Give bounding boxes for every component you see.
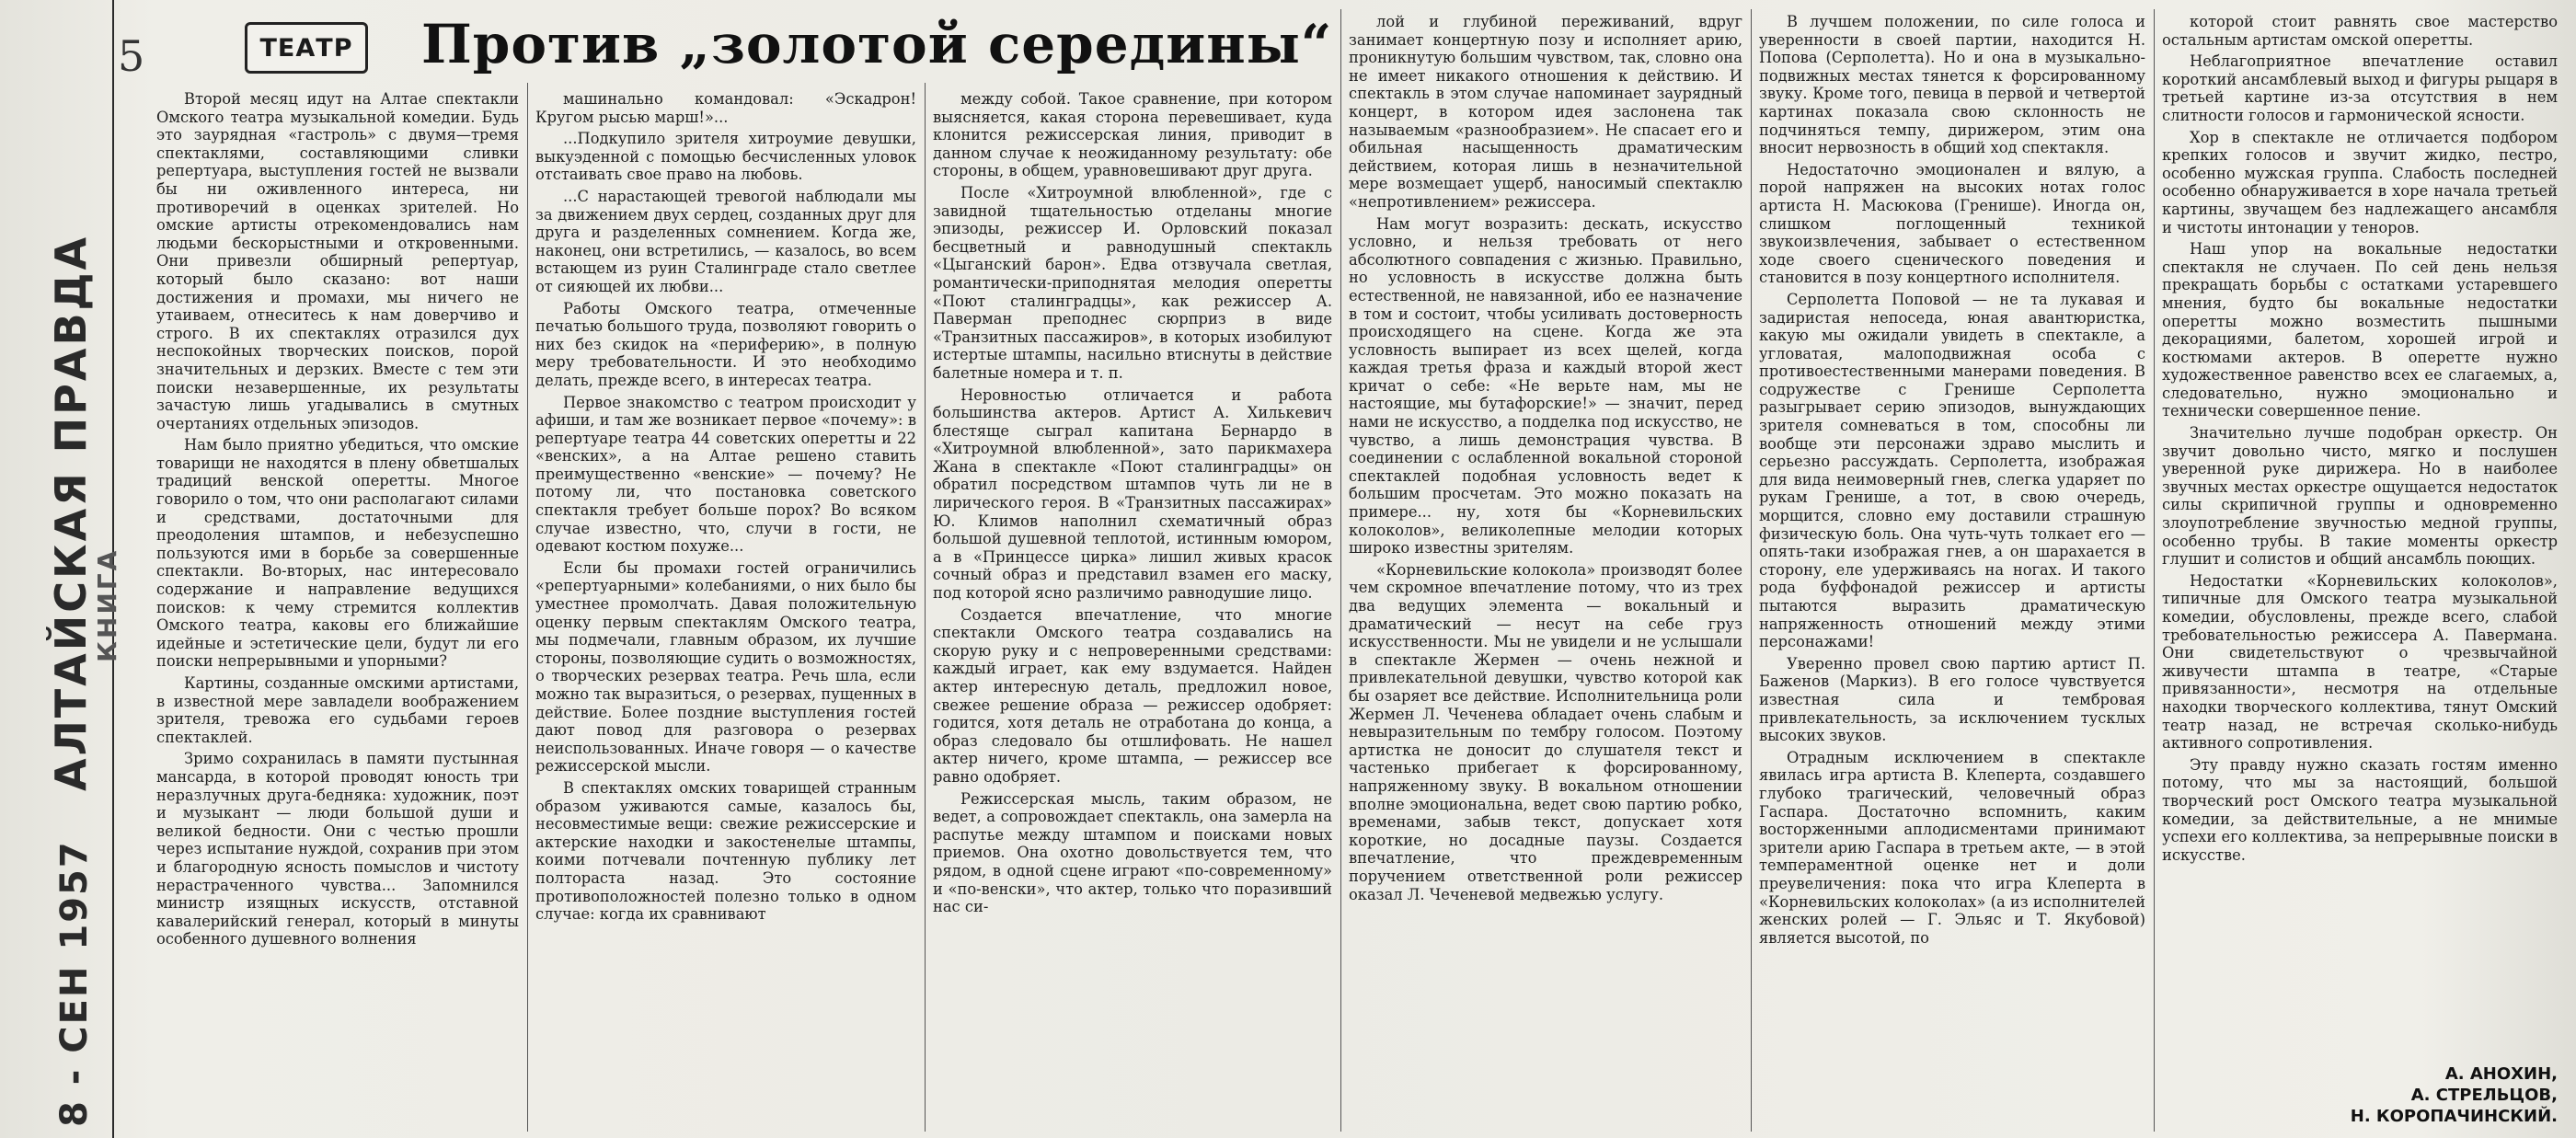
article-paragraph: Зримо сохранилась в памяти пустынная мансарда, в которой проводят юность три неразлучных друга-бедняка: художник, поэт и музыкант — люди большой души и великой бедности. Они с честью прошли через испытание нуждой, сохранив при этом и благородную ясность помыслов и чистоту нерастраченного чувства... Запомнился министр изящных искусств, отставной кавалерийский генерал, который в минуты особенного душевного волнения [156, 750, 519, 948]
article-paragraph: Если бы промахи гостей ограничились «репертуарными» колебаниями, о них было бы уместнее промолчать. Давая положительную оценку первым спектаклям Омского театра, мы подмечали, главным образом, их лучшие стороны, позволяющие судить о возможностях, о творческих резервах театра. Речь шла, если можно так выразиться, о резервах, пущенных в действие. Более поздние выступления гостей дают повод для разговора о резервах неиспользованных. Иначе говоря — о качестве режиссерской мысли. [535, 558, 916, 776]
column-rule [527, 83, 528, 1132]
article-paragraph: Нам было приятно убедиться, что омские товарищи не находятся в плену обветшалых традиций венской оперетты. Многое говорило о том, что они располагают силами и средствами, достаточными для преодоления штампов, и небезуспешно пользуются ими в борьбе за совершенные спектакли. Во-вторых, нас интересовало содержание и направление ведущихся поисков: к чему стремится коллектив Омского театра, каковы его ближайшие идейные и эстетические цели, будут ли его поиски непрерывными и упорными? [156, 436, 519, 671]
article-paragraph: Недостаточно эмоционален и вялую, а порой напряжен на высоких нотах голос артиста Н. Масюкова (Гренише). Иногда он, слишком поглощенный техникой звукоизвлечения, забывает о естественном ходе своего сценического поведения и становится в позу концертного исполнителя. [1759, 160, 2145, 287]
article-paragraph: Уверенно провел свою партию артист П. Баженов (Маркиз). В его голосе чувствуется известная сила и тембровая привлекательность, за исключением тусклых высоких звуков. [1759, 654, 2145, 745]
article-paragraph: Значительно лучше подобран оркестр. Он звучит довольно чисто, мягко и послушен уверенной руке дирижера. Но в наиболее звучных местах оркестре ощущается недостаток силы скрипичной группы и одновременно злоупотребление звучностью медной группы, особенно трубы. В такие моменты оркестр глушит и солистов и общий ансамбль поющих. [2162, 424, 2558, 569]
article-paragraph: Первое знакомство с театром происходит у афиши, и там же возникает первое «почему»: в репертуаре театра 44 советских оперетты и 22 «венских», а на Алтае решено ставить преимущественно «венские» — почему? Не потому ли, что постановка советского спектакля требует больше порох? Во всяком случае известно, что, случи в гости, не одевают костюм похуже... [535, 393, 916, 556]
article-paragraph: Неблагоприятное впечатление оставил короткий ансамблевый выход и фигуры рыцаря в третьей картине из-за отсутствия в нем слитности голосов и гармонической ясности. [2162, 52, 2558, 124]
article-title: Против „золотой середины“ [421, 13, 1333, 75]
article-column-1 [156, 90, 519, 1130]
author-name: А. АНОХИН, [2444, 1064, 2558, 1084]
article-paragraph: После «Хитроумной влюбленной», где с завидной тщательностью отделаны многие эпизоды, режиссер И. Орловский показал бесцветный и равнодушный спектакль «Цыганский барон». Едва отзвучала светлая, романтически-приподнятая мелодия оперетты «Поют сталинградцы», как режиссер А. Паверман преподнес сюрприз в виде «Транзитных пассажиров», в которых изобилуют истертые штампы, насильно втиснуты в действие балетные номера и т. п. [933, 183, 1332, 382]
column-rule [2154, 9, 2155, 1132]
author-name: Н. КОРОПАЧИНСКИЙ. [2350, 1107, 2558, 1126]
article-column-5 [1759, 13, 2145, 1130]
column-rule [1340, 9, 1341, 1132]
handwritten-mark: 5 [118, 31, 145, 81]
author-name: А. СТРЕЛЬЦОВ, [2410, 1086, 2558, 1105]
article-paragraph: Нам могут возразить: дескать, искусство условно, и нельзя требовать от него абсолютного совпадения с жизнью. Правильно, но условность в искусстве должна быть естественной, не навязанной, ибо ее назначение в том и состоит, чтобы усиливать достоверность происходящего на сцене. Когда же эта условность выпирает из всех щелей, когда каждая третья фраза и каждый второй жест кричат о себе: «Не верьте нам, мы не настоящие, мы бутафорские!» — значит, перед нами не искусство, а подделка под искусство, не чувство, а лишь демонстрация чувства. В соединении с ослабленной вокальной стороной спектаклей подобная условность ведет к большим просчетам. Это можно показать на примере... ну, хотя бы «Корневильских колоколов», великолепные мелодии которых широко известны зрителям. [1349, 214, 1742, 558]
library-stamp: КНИГА [92, 547, 122, 662]
article-paragraph: ...Подкупило зрителя хитроумие девушки, выкуэденной с помощью бесчисленных уловок отстаивать свое право на любовь. [535, 130, 916, 184]
article-paragraph: Неровностью отличается и работа большинства актеров. Артист А. Хилькевич блестяще сыграл капитана Бернардо в «Хитроумной влюбленной», зато парикмахера Жана в спектакле «Поют сталинградцы» он обратил посредством штампов чуть ли не в лирического героя. В «Транзитных пассажирах» Ю. Климов наполнил схематичный образ большой душевной теплотой, истинным юмором, а в «Принцессе цирка» лишил живых красок сочный образ и представил взамен его маску, под которой ясно различимо равнодушие лицо. [933, 385, 1332, 603]
article-paragraph: Картины, созданные омскими артистами, в известной мере завладели воображением зрителя, тревожа его судьбами героев спектаклей. [156, 674, 519, 746]
newspaper-name: АЛТАЙСКАЯ ПРАВДА [46, 234, 96, 791]
page-margin [0, 0, 122, 1138]
article-paragraph: машинально командовал: «Эскадрон! Кругом рысью марш!»... [535, 90, 916, 126]
article-paragraph: Эту правду нужно сказать гостям именно потому, что мы за настоящий, большой творческий рост Омского театра музыкальной комедии, за действительные, а не мнимые успехи его коллектива, за непрерывные поиски в искусстве. [2162, 755, 2558, 864]
article-paragraph: ...С нарастающей тревогой наблюдали мы за движением двух сердец, созданных друг для друга и разделенных сомнением. Когда же, наконец, они встретились, — казалось, во всем встающем из руин Сталинграде стало светлее от сияющей их любви... [535, 187, 916, 295]
issue-date: 8 - СЕН 1957 [53, 840, 96, 1127]
article-paragraph: Второй месяц идут на Алтае спектакли Омского театра музыкальной комедии. Будь это заурядная «гастроль» с двумя—тремя спектаклями, составляющими сливки репертуара, выступления гостей не вызвали бы ни оживленного интереса, ни противоречий в оценках зрителей. Но омские артисты отрекомендовались нам людьми бескорыстными и откровенными. Они привезли обширный репертуар, который было сказано: вот наши достижения и промахи, мы ничего не утаиваем, отнеситесь к нам доверчиво и строго. В их спектаклях отразился дух неспокойных творческих поисков, порой значительных и дерзких. Вместе с тем эти поиски незавершенные, их результаты зачастую лишь угадывались в смутных очертаниях отдельных эпизодов. [156, 90, 519, 432]
article-paragraph: которой стоит равнять свое мастерство остальным артистам омской оперетты. [2162, 13, 2558, 49]
article-column-3 [933, 90, 1332, 1130]
rubric-label: ТЕАТР [245, 22, 368, 74]
article-paragraph: Серполетта Поповой — не та лукавая и задиристая непоседа, юная авантюристка, какую мы ожидали увидеть в спектакле, а угловатая, малоподвижная особа с противоестественными манерами поведения. В содружестве с Гренише Серполетта разыгрывает серию эпизодов, вынуждающих зрителя сомневаться в том, способны ли вообще эти персонажи здраво мыслить и серьезно рассуждать. Серполетта, изображая для вида неимоверный гнев, слегка ударяет по рукам Гренише, а тот, в свою очередь, морщится, словно ему доставили страшную физическую боль. Она чуть-чуть толкает его — опять-таки изображая гнев, а он шарахается в сторону, еле удерживаясь на ногах. И такого рода буффонадой режиссер и артисты пытаются выразить драматическую напряженность отношений между этими персонажами! [1759, 290, 2145, 651]
article-paragraph: Хор в спектакле не отличается подбором крепких голосов и звучит жидко, пестро, особенно мужская группа. Слабость последней особенно обнаруживается в хоре начала третьей картины, звучащем без надлежащего ансамбля и чистоты интонации у теноров. [2162, 128, 2558, 236]
article-paragraph: В спектаклях омских товарищей странным образом уживаются самые, казалось бы, несовместимые вещи: свежие режиссерские и актерские находки и закостенелые штампы, коими потчевали почтенную публику лет полтораста назад. Это состояние противоположностей полезно только в одном случае: когда их сравнивают [535, 778, 916, 924]
article-column-2 [535, 90, 916, 1130]
article-column-6 [2162, 13, 2558, 1052]
column-rule [925, 83, 926, 1132]
article-paragraph: лой и глубиной переживаний, вдруг занимает концертную позу и исполняет арию, проникнутую большим чувством, так, словно она не имеет никакого отношения к действию. И спектакль в этом случае напоминает заурядный концерт, в котором идея заслонена так называемым «разнообразием». Не спасает его и обильная насыщенность драматическим действием, которая лишь в незначительной мере возмещает ущерб, наносимый спектаклю «непротивлением» режиссера. [1349, 13, 1742, 211]
article-paragraph: В лучшем положении, по силе голоса и уверенности в своей партии, находится Н. Попова (Серполетта). Но и она в музыкально-подвижных местах тянется к форсированному звуку. Кроме того, певица в первой и четвертой картинах показала свою склонность не подчиняться темпу, дирижером, этим она вносит нервозность в общий ход спектакля. [1759, 13, 2145, 157]
article-paragraph: между собой. Такое сравнение, при котором выясняется, какая сторона перевешивает, куда клонится режиссерская линия, приводит в данном случае к неожиданному результату: обе стороны, в общем, уравновешивают друг друга. [933, 90, 1332, 180]
article-paragraph: Работы Омского театра, отмеченные печатью большого труда, позволяют говорить о них без скидок на «периферию», в полную меру требовательности. И это необходимо делать, прежде всего, в интересах театра. [535, 299, 916, 389]
article-paragraph: Создается впечатление, что многие спектакли Омского театра создавались на скорую руку и с непроверенными средствами: каждый играет, как ему вздумается. Найден актер интересную деталь, предложил новое, свежее решение образа — режиссер одобряет: годится, хотя деталь не отработана до конца, а образ следовало бы отшлифовать. Не нашел актер ничего, кроме штампа, — режиссер все равно одобряет. [933, 605, 1332, 786]
article-paragraph: Режиссерская мысль, таким образом, не ведет, а сопровождает спектакль, она замерла на распутье между штампом и поисками новых приемов. Она охотно довольствуется тем, что рядом, в одной сцене играют «по-современному» и «по-венски», что актер, только что поразивший нас си- [933, 789, 1332, 916]
article-column-4 [1349, 13, 1742, 1130]
article-paragraph: Наш упор на вокальные недостатки спектакля не случаен. По сей день нельзя прекращать борьбы с остатками устаревшего мнения, будто бы вокальные недостатки оперетты можно возместить пышными декорациями, балетом, хорошей игрой и костюмами актеров. В оперетте нужно художественное равенство всех ее слагаемых, а, следовательно, нужно эмоционально и технически совершенное пение. [2162, 240, 2558, 420]
article-paragraph: Недостатки «Корневильских колоколов», типичные для Омского театра музыкальной комедии, обусловлены, прежде всего, слабой требовательностью режиссера А. Павермана. Они свидетельствуют о чрезвычайной живучести штампа в театре, «Старые привязанности», несмотря на отдельные находки творческого коллектива, тянут Омский театр назад, не встречая сколько-нибудь активного сопротивления. [2162, 571, 2558, 753]
article-authors [2282, 1063, 2558, 1127]
column-rule [1751, 9, 1752, 1132]
article-paragraph: Отрадным исключением в спектакле явилась игра артиста В. Клеперта, создавшего глубоко трагический, человечный образ Гаспара. Достаточно вспомнить, каким восторженными аплодисментами принимают зрители арию Гаспара в третьем акте, — в этой темпераментной оценке нет и доли преувеличения: пока что игра Клеперта в «Корневильских колоколах» (а из исполнителей женских ролей — Г. Эльяс и Т. Якубовой) является высотой, по [1759, 748, 2145, 947]
article-paragraph: «Корневильские колокола» производят более чем скромное впечатление потому, что из трех два ведущих элемента — вокальный и драматический — несут на себе груз искусственности. Мы не увидели и не услышали в спектакле Жермен — очень нежной и привлекательной девушки, чувство которой как бы озаряет все действие. Исполнительница роли Жермен Л. Чеченева обладает очень слабым и невыразительным по тембру голосом. Поэтому артистка не доносит до слушателя текст и частенько прибегает к форсированному, напряженному звуку. В вокальном отношении вполне эмоциональна, ведет свою партию робко, временами, забыв текст, допускает хотя короткие, но досадные паузы. Создается впечатление, что преждевременным поручением ответственной роли режиссер оказал Л. Чеченевой медвежью услугу. [1349, 560, 1742, 903]
